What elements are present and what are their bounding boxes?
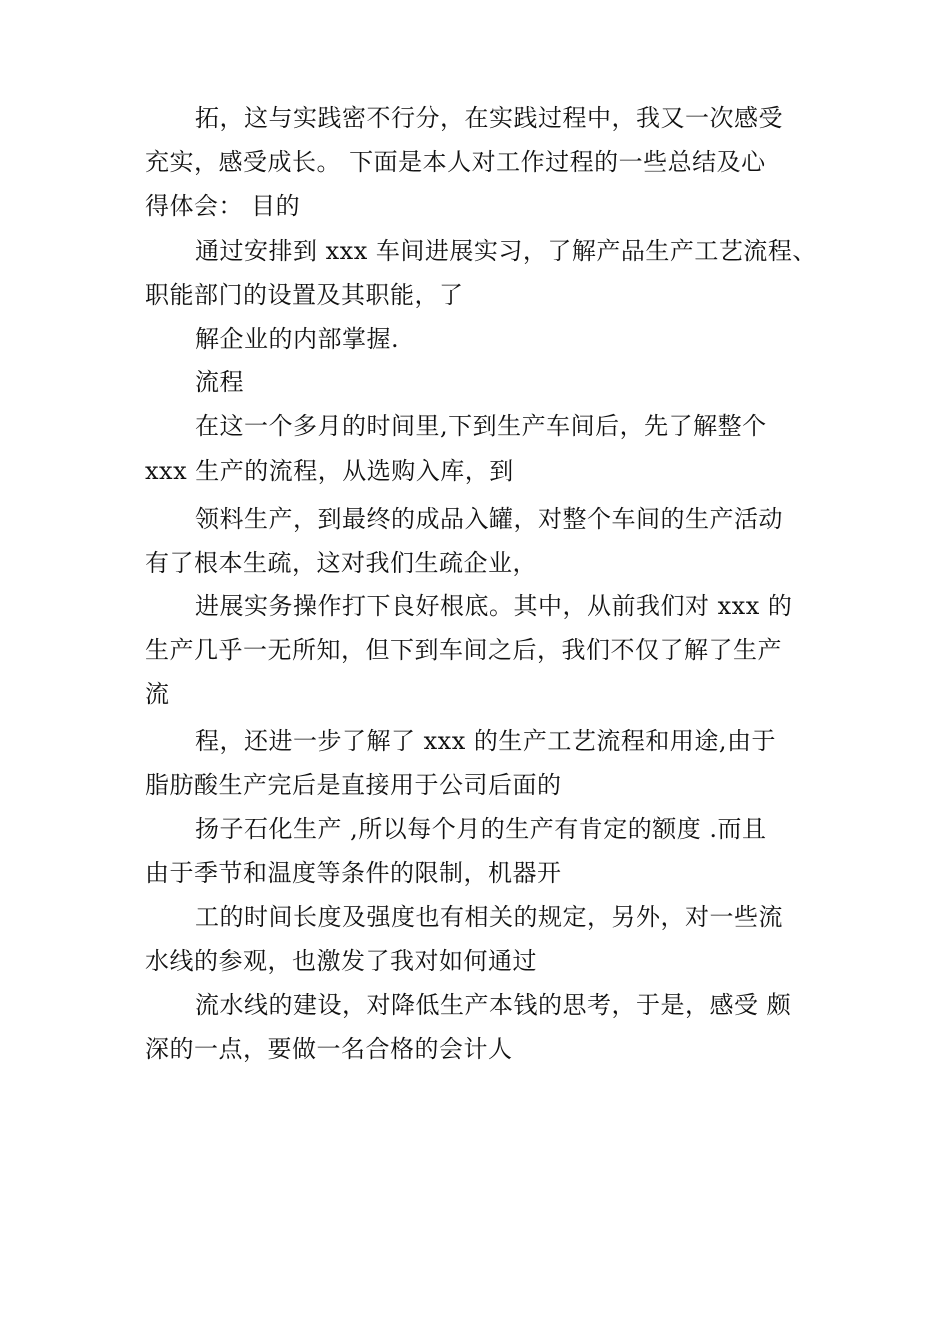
text-line-4: 通过安排到 xxx 车间进展实习，了解产品生产工艺流程、 <box>195 237 817 265</box>
text-line-10: 领料生产，到最终的成品入罐，对整个车间的生产活动 <box>195 505 783 533</box>
text-line-13: 生产几乎一无所知，但下到车间之后，我们不仅了解了生产 <box>145 636 782 664</box>
text-line-11: 有了根本生疏，这对我们生疏企业， <box>145 549 537 577</box>
text-line-18: 由于季节和温度等条件的限制，机器开 <box>145 859 562 887</box>
section-heading-process: 流程 <box>195 368 244 396</box>
text-line-14: 流 <box>145 680 170 708</box>
text-line-15: 程，还进一步了解了 xxx 的生产工艺流程和用途,由于 <box>195 727 776 755</box>
text-line-8: 在这一个多月的时间里,下到生产车间后，先了解整个 <box>195 412 767 440</box>
text-line-9: xxx 生产的流程，从选购入库，到 <box>145 457 514 485</box>
text-line-2: 充实，感受成长。 下面是本人对工作过程的一些总结及心 <box>145 148 766 176</box>
text-line-20: 水线的参观，也激发了我对如何通过 <box>145 947 537 975</box>
text-line-21: 流水线的建设，对降低生产本钱的思考，于是，感受 颇 <box>195 991 792 1019</box>
text-line-19: 工的时间长度及强度也有相关的规定，另外，对一些流 <box>195 903 783 931</box>
text-line-12: 进展实务操作打下良好根底。其中，从前我们对 xxx 的 <box>195 592 793 620</box>
text-line-1: 拓，这与实践密不行分，在实践过程中，我又一次感受 <box>195 104 783 132</box>
text-line-6: 解企业的内部掌握. <box>195 325 400 353</box>
text-line-22: 深的一点，要做一名合格的会计人 <box>145 1035 513 1063</box>
text-line-16: 脂肪酸生产完后是直接用于公司后面的 <box>145 771 562 799</box>
text-line-5: 职能部门的设置及其职能，了 <box>145 281 464 309</box>
text-line-3: 得体会： 目的 <box>145 192 301 220</box>
text-line-17: 扬子石化生产 ,所以每个月的生产有肯定的额度 .而且 <box>195 815 767 843</box>
